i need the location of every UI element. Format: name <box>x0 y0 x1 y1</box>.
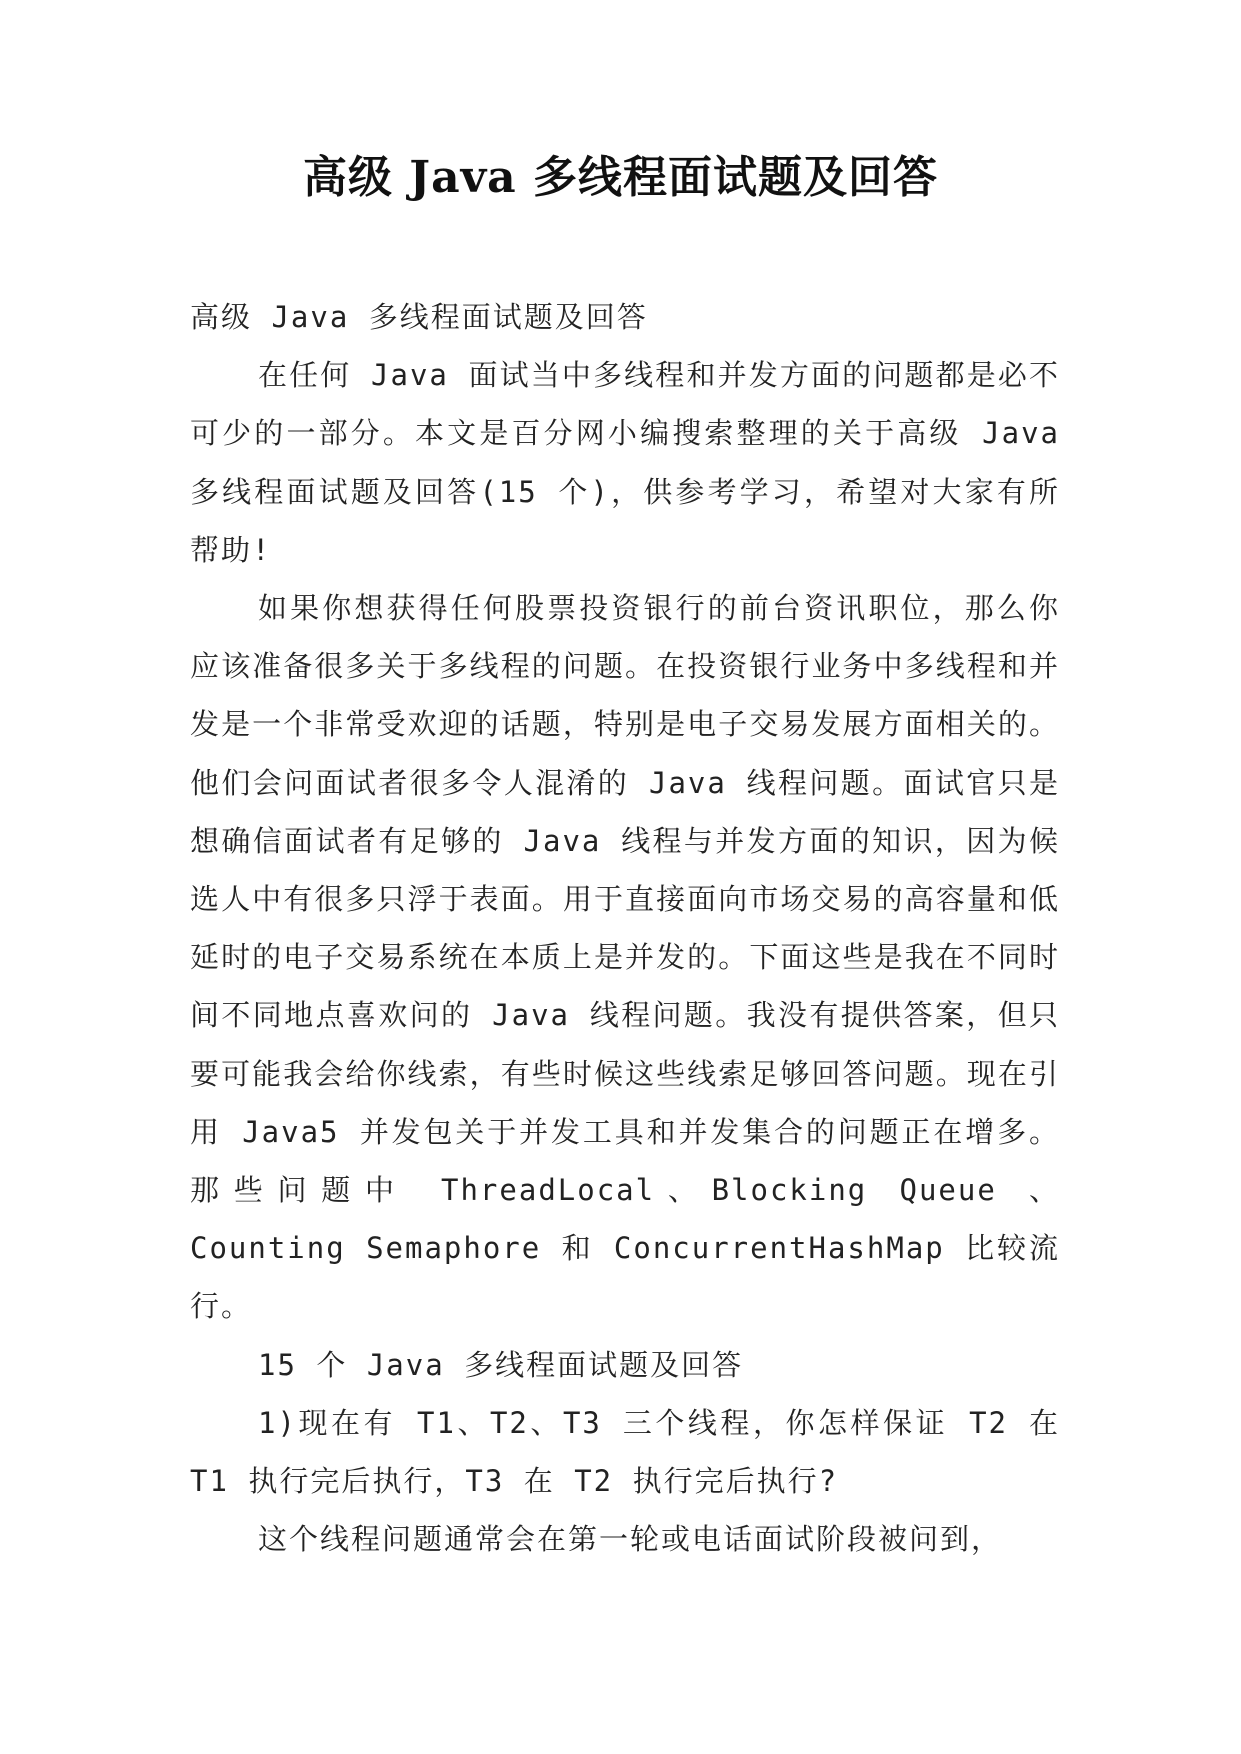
background-paragraph: 如果你想获得任何股票投资银行的前台资讯职位，那么你应该准备很多关于多线程的问题。在投资银行业务中多线程和并发是一个非常受欢迎的话题，特别是电子交易发展方面相关的。他们会问面试者很多令人混淆的 Java 线程问题。面试官只是想确信面试者有足够的 Java 线程与并发方面的知识，因为候选人中有很多只浮于表面。用于直接面向市场交易的高容量和低延时的电子交易系统在本质上是并发的。下面这些是我在不同时间不同地点喜欢问的 Java 线程问题。我没有提供答案，但只要可能我会给你线索，有些时候这些线索足够回答问题。现在引用 Java5 并发包关于并发工具和并发集合的问题正在增多。那些问题中 ThreadLocal、Blocking Queue 、 Counting Semaphore 和 ConcurrentHashMap 比较流行。 <box>190 591 1060 1324</box>
document-body <box>190 288 1060 1568</box>
list-heading-paragraph: 15 个 Java 多线程面试题及回答 <box>258 1347 744 1382</box>
question-1-paragraph: 1)现在有 T1、T2、T3 三个线程，你怎样保证 T2 在 T1 执行完后执行，T3 在 T2 执行完后执行? <box>190 1405 1060 1499</box>
intro-paragraph: 在任何 Java 面试当中多线程和并发方面的问题都是必不可少的一部分。本文是百分网小编搜索整理的关于高级 Java 多线程面试题及回答(15 个)，供参考学习，希望对大家有所帮助! <box>190 358 1060 567</box>
document-title: 高级 Java 多线程面试题及回答 <box>302 152 939 203</box>
subtitle-paragraph: 高级 Java 多线程面试题及回答 <box>190 300 648 334</box>
answer-1-paragraph: 这个线程问题通常会在第一轮或电话面试阶段被问到， <box>258 1522 1003 1557</box>
